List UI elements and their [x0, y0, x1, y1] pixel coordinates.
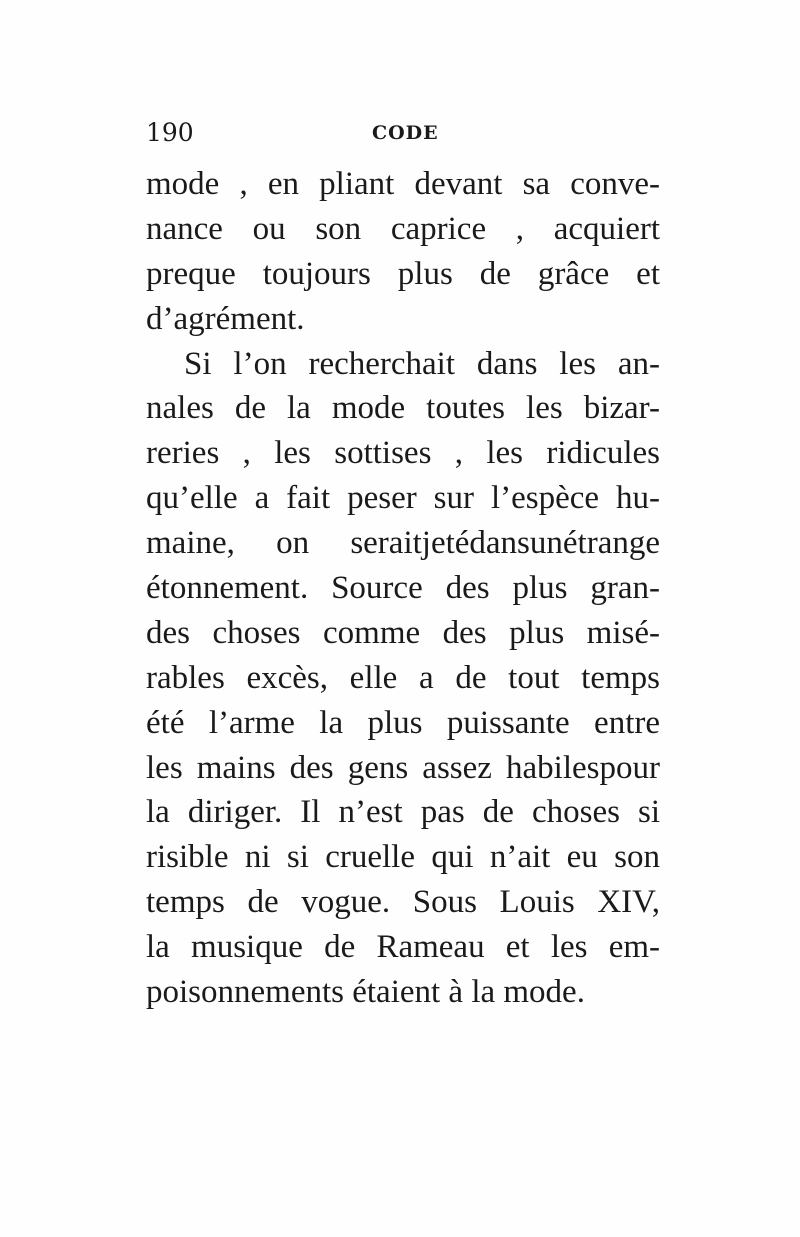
text-line: les mains des gens assez habilespour: [146, 749, 660, 786]
text-line: la diriger. Il n’est pas de choses si: [146, 794, 660, 831]
running-title: CODE: [372, 122, 439, 144]
text-line: temps de vogue. Sous Louis XIV,: [146, 884, 660, 921]
text-line: rables excès, elle a de tout temps: [146, 659, 660, 696]
text-line: nance ou son caprice , acquiert: [146, 210, 660, 247]
text-line: qu’elle a fait peser sur l’espèce hu-: [146, 480, 660, 517]
text-line: étonnement. Source des plus gran-: [146, 570, 660, 607]
text-line: reries , les sottises , les ridicules: [146, 435, 660, 472]
text-line: nales de la mode toutes les bizar-: [146, 390, 660, 427]
text-line: d’agrément.: [146, 300, 305, 337]
text-line: preque toujours plus de grâce et: [146, 255, 660, 292]
text-line: été l’arme la plus puissante entre: [146, 704, 660, 741]
text-line: maine, on seraitjetédansunétrange: [146, 525, 660, 562]
text-line: mode , en pliant devant sa conve-: [146, 166, 660, 202]
body-text: [146, 162, 660, 1015]
text-line: la musique de Rameau et les em-: [146, 929, 660, 966]
text-line: poisonnements étaient à la mode.: [146, 974, 585, 1011]
text-line: risible ni si cruelle qui n’ait eu son: [146, 839, 660, 876]
running-head: [146, 118, 658, 158]
page-number: 190: [146, 118, 194, 147]
text-line: des choses comme des plus misé-: [146, 614, 660, 651]
text-line: Si l’on recherchait dans les an-: [184, 345, 660, 382]
